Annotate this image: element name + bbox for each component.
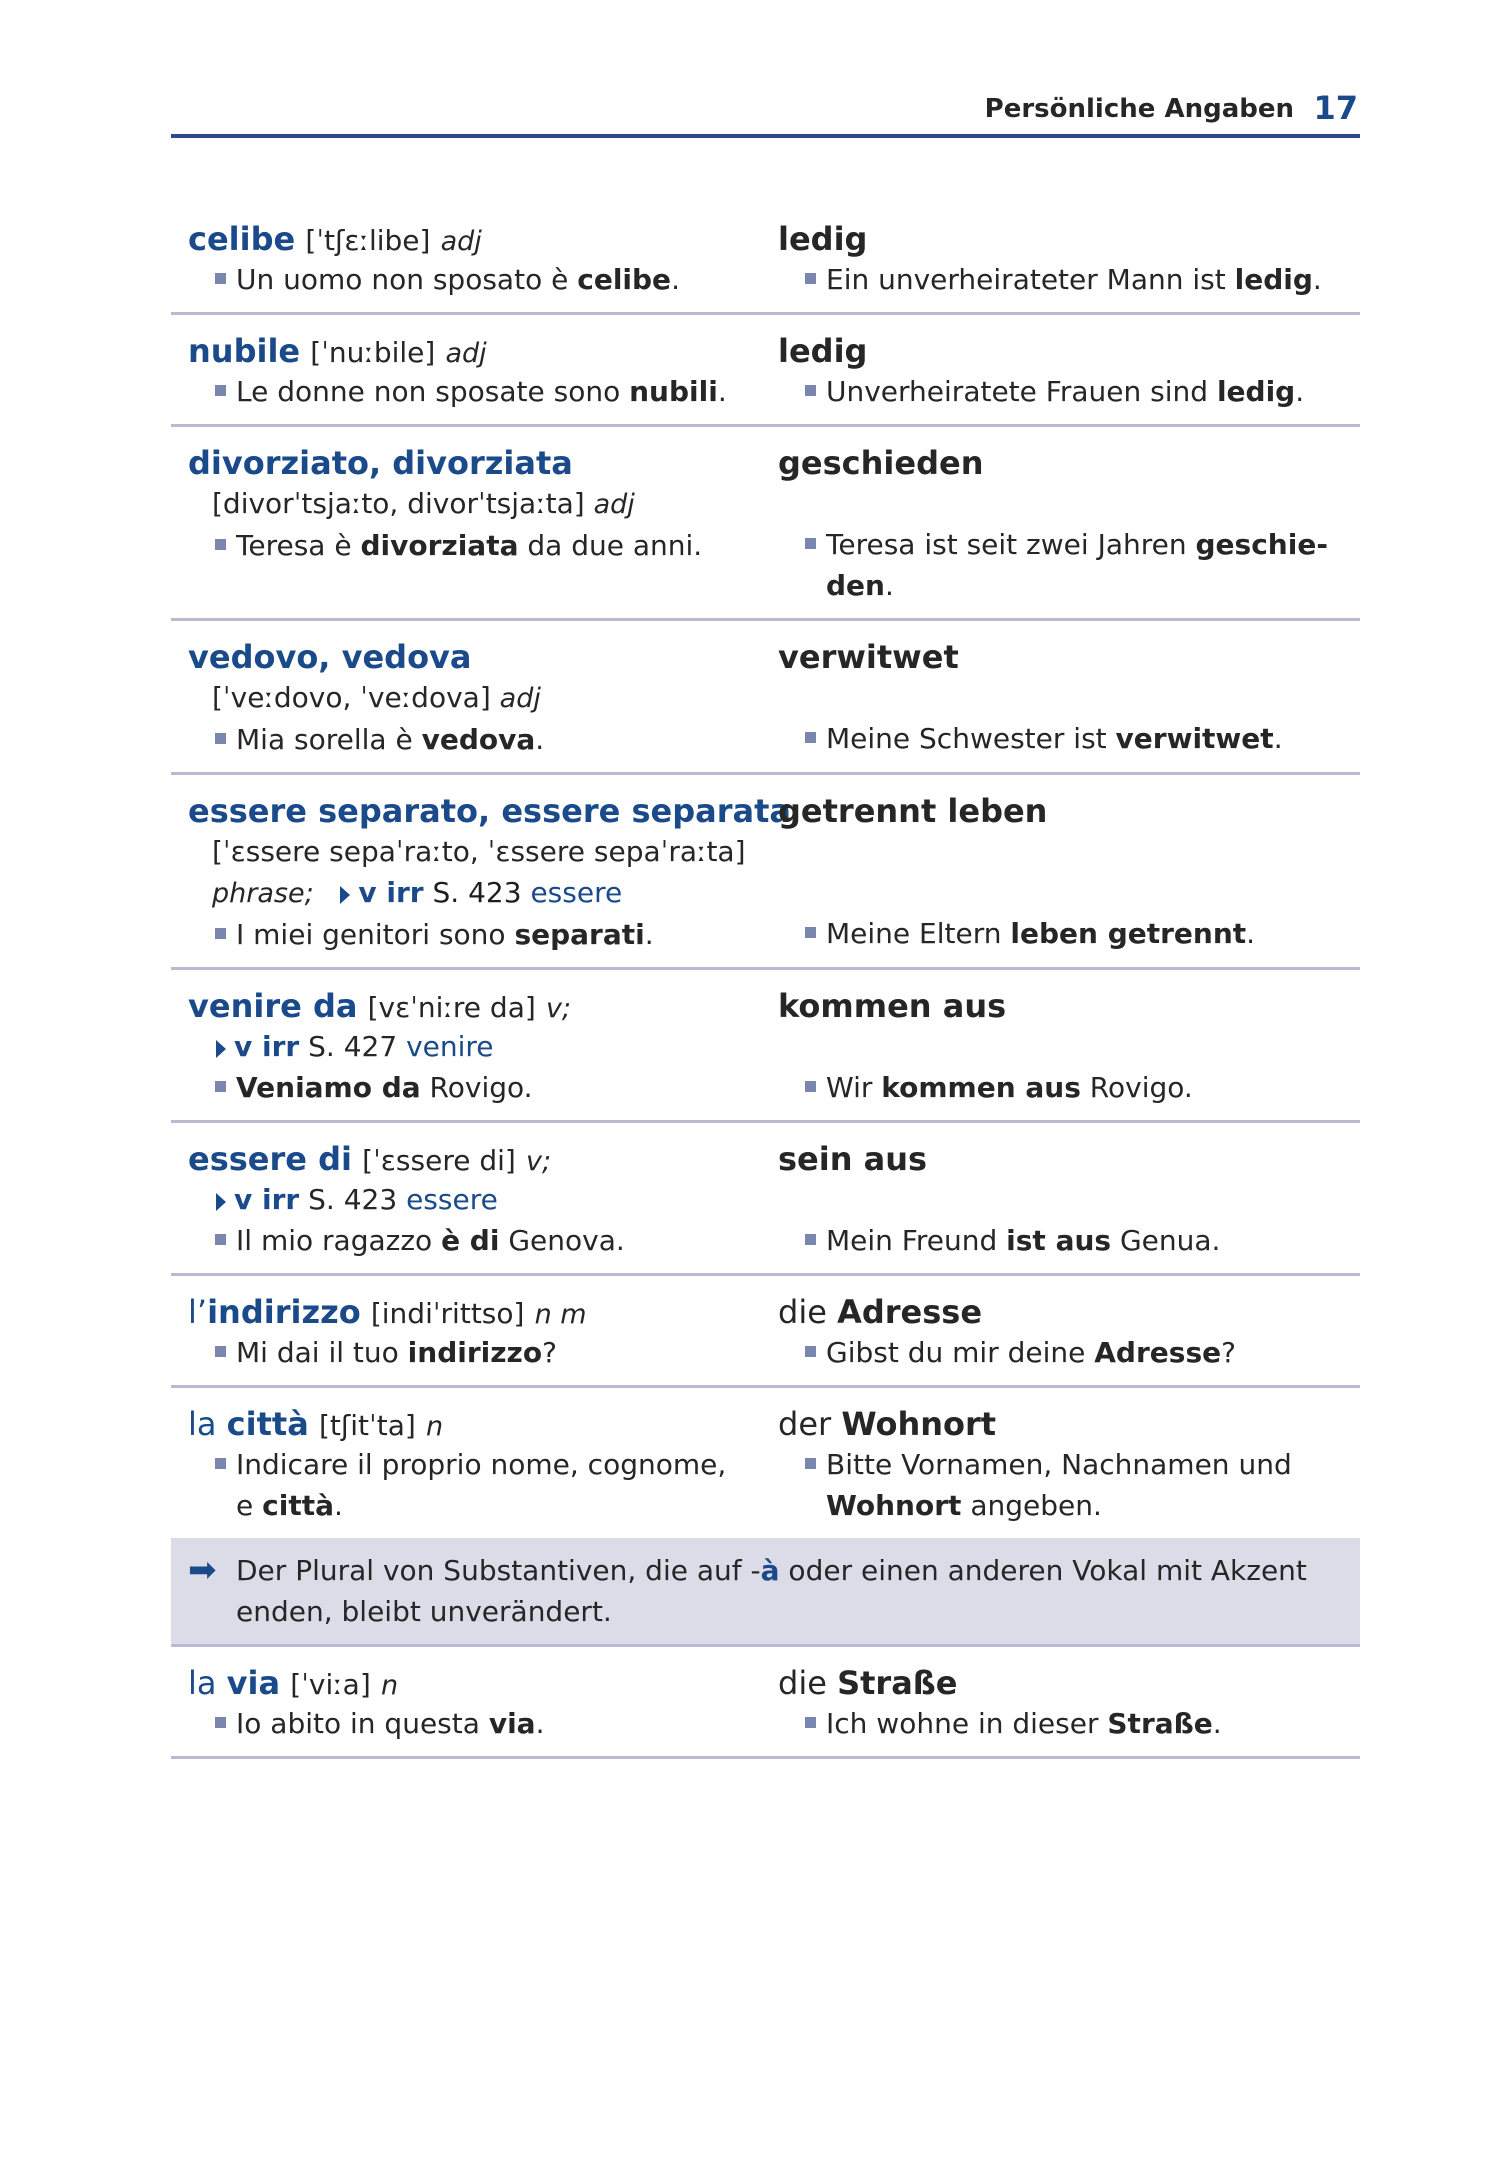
- italian-headword-line: [188, 1139, 778, 1179]
- example-text-end: ?: [1221, 1336, 1236, 1369]
- example-text: Meine Schwester ist: [826, 722, 1116, 755]
- italian-headword: vedovo, vedova: [188, 638, 472, 676]
- part-of-speech: adj: [593, 489, 635, 520]
- german-column: [778, 1663, 1360, 1744]
- page-reference: S. 423: [308, 1183, 398, 1216]
- triangle-right-icon: [340, 886, 350, 904]
- italian-example: [188, 525, 778, 566]
- irregular-verb-marker: v irr: [358, 876, 424, 909]
- german-headword: geschieden: [778, 444, 984, 482]
- square-bullet-icon: [805, 385, 816, 396]
- german-column: [778, 791, 1360, 955]
- german-headword: Adresse: [837, 1293, 983, 1331]
- example-text-end: da due anni.: [518, 529, 703, 562]
- example-text-end: angeben.: [961, 1489, 1102, 1522]
- italian-headword-line: [188, 1404, 778, 1444]
- german-headword: ledig: [778, 332, 868, 370]
- page-reference: S. 423: [432, 876, 522, 909]
- german-example: [778, 718, 1360, 759]
- example-text-end: .: [334, 1489, 343, 1522]
- example-highlight: celibe: [577, 263, 672, 296]
- german-headword-line: [778, 1404, 1360, 1444]
- italian-headword: celibe: [188, 220, 296, 258]
- vocab-entry-via: [171, 1659, 1360, 1759]
- example-text-end: Genua.: [1111, 1224, 1221, 1257]
- square-bullet-icon: [805, 1234, 816, 1245]
- spacer: [778, 872, 1360, 913]
- page-reference: S. 427: [308, 1030, 398, 1063]
- italian-example: [188, 719, 778, 760]
- german-example: [778, 1703, 1360, 1744]
- part-of-speech: phrase;: [212, 878, 314, 909]
- german-headword-line: [778, 1663, 1360, 1703]
- square-bullet-icon: [215, 1717, 226, 1728]
- italian-headword: divorziato, divorziata: [188, 444, 573, 482]
- italian-headword: nubile: [188, 332, 301, 370]
- section-title: Persönliche Angaben: [984, 94, 1294, 124]
- vocab-entry-indirizzo: [171, 1288, 1360, 1388]
- italian-column: [171, 219, 778, 300]
- example-text-end: .: [884, 569, 894, 602]
- german-column: [778, 1139, 1360, 1261]
- vocab-entry-essere-di: [171, 1135, 1360, 1276]
- german-headword-line: [778, 986, 1360, 1026]
- german-headword: Straße: [837, 1664, 958, 1702]
- example-text: Un uomo non sposato è: [236, 263, 578, 296]
- irregular-verb-marker: v irr: [234, 1183, 300, 1216]
- german-column: [778, 986, 1360, 1108]
- example-text: Mia sorella è: [236, 723, 422, 756]
- italian-headword: indirizzo: [207, 1293, 361, 1331]
- example-text: Wir: [826, 1071, 882, 1104]
- cross-reference-line: [188, 1026, 778, 1067]
- example-text-end: .: [717, 375, 727, 408]
- german-headword-line: [778, 331, 1360, 371]
- italian-example: [188, 1444, 778, 1526]
- german-column: [778, 331, 1360, 412]
- german-headword: ledig: [778, 220, 868, 258]
- pronunciation: [ˈnuːbile]: [310, 336, 436, 369]
- italian-article: la: [188, 1405, 227, 1443]
- german-headword: Wohnort: [841, 1405, 997, 1443]
- example-text: Le donne non sposate sono: [236, 375, 630, 408]
- square-bullet-icon: [805, 1717, 816, 1728]
- example-text: Io abito in questa: [236, 1707, 489, 1740]
- example-highlight: ledig: [1216, 375, 1296, 408]
- spacer: [778, 483, 1360, 524]
- square-bullet-icon: [805, 273, 816, 284]
- italian-column: [171, 1404, 778, 1526]
- italian-column: [171, 1139, 778, 1261]
- example-text: Il mio ragazzo: [236, 1224, 442, 1257]
- note-text-end: oder einen anderen Vokal mit Akzent enden, bleibt unverändert.: [236, 1554, 1307, 1628]
- vocab-entry-celibe: [171, 215, 1360, 315]
- example-highlight: vedova: [421, 723, 536, 756]
- italian-column: [171, 1292, 778, 1373]
- part-of-speech: n: [425, 1411, 444, 1442]
- italian-example: [188, 1067, 778, 1108]
- square-bullet-icon: [215, 273, 226, 284]
- italian-headword: essere di: [188, 1140, 352, 1178]
- cross-reference-line: [188, 872, 778, 914]
- italian-column: [171, 331, 778, 412]
- pronunciation: [vɛˈniːre da]: [367, 991, 536, 1024]
- german-example: [778, 1332, 1360, 1373]
- example-highlight: divorziata: [360, 529, 519, 562]
- pronunciation: [ˈɛssere sepaˈraːto, ˈɛssere sepaˈraːta]: [212, 835, 746, 868]
- german-example: [778, 259, 1360, 300]
- german-headword: sein aus: [778, 1140, 928, 1178]
- german-article: der: [778, 1405, 842, 1443]
- vocab-entry-nubile: [171, 327, 1360, 427]
- example-text: Teresa è: [236, 529, 361, 562]
- example-text: Gibst du mir deine: [826, 1336, 1095, 1369]
- german-headword-line: [778, 219, 1360, 259]
- example-highlight: è di: [441, 1224, 500, 1257]
- german-headword: getrennt leben: [778, 792, 1048, 830]
- german-headword-line: [778, 1292, 1360, 1332]
- pronunciation: [indiˈrittso]: [370, 1297, 525, 1330]
- german-headword: verwitwet: [778, 638, 959, 676]
- german-headword-line: [778, 1139, 1360, 1179]
- pronunciation: [ˈtʃɛːlibe]: [305, 224, 431, 257]
- irregular-verb-marker: v irr: [234, 1030, 300, 1063]
- italian-headword-line: [188, 1292, 778, 1332]
- german-headword-line: [778, 637, 1360, 677]
- vocab-entry-essere-separato: [171, 787, 1360, 970]
- italian-example: [188, 1220, 778, 1261]
- german-example: [778, 913, 1360, 954]
- note-text: Der Plural von Substantiven, die auf -: [236, 1554, 761, 1587]
- example-text-end: .: [1246, 917, 1256, 950]
- example-text-end: .: [535, 723, 545, 756]
- square-bullet-icon: [805, 732, 816, 743]
- german-article: die: [778, 1664, 838, 1702]
- spacer: [778, 1179, 1360, 1220]
- italian-headword-line: [188, 637, 778, 677]
- italian-article: la: [188, 1664, 227, 1702]
- german-headword-line: [778, 443, 1360, 483]
- spacer: [778, 1026, 1360, 1067]
- example-highlight: indirizzo: [407, 1336, 543, 1369]
- triangle-right-icon: [216, 1193, 226, 1211]
- example-text: Mein Freund: [826, 1224, 1007, 1257]
- part-of-speech: v;: [545, 993, 572, 1024]
- italian-headword-line: [188, 219, 778, 259]
- german-headword-line: [778, 791, 1360, 831]
- german-column: [778, 637, 1360, 760]
- square-bullet-icon: [805, 1346, 816, 1357]
- italian-column: [171, 791, 791, 955]
- vocab-entry-venire-da: [171, 982, 1360, 1123]
- example-text-end: Rovigo.: [1080, 1071, 1193, 1104]
- italian-example: [188, 1332, 778, 1373]
- page-number: 17: [1313, 89, 1358, 127]
- note-highlight: à: [760, 1554, 780, 1587]
- italian-headword-line: [188, 443, 778, 483]
- example-text-end: Genova.: [499, 1224, 625, 1257]
- pronunciation: [divorˈtsjaːto, divorˈtsjaːta]: [212, 487, 585, 520]
- square-bullet-icon: [215, 1346, 226, 1357]
- example-highlight: Straße: [1107, 1707, 1213, 1740]
- italian-headword: venire da: [188, 987, 358, 1025]
- square-bullet-icon: [215, 733, 226, 744]
- example-text-end: .: [671, 263, 680, 296]
- italian-column: [171, 1663, 778, 1744]
- pronunciation: [ˈveːdovo, ˈveːdova]: [212, 681, 491, 714]
- spacer: [778, 677, 1360, 718]
- example-text-end: .: [1273, 722, 1283, 755]
- italian-headword: essere separato, essere separata: [188, 792, 791, 830]
- example-highlight: kommen aus: [881, 1071, 1081, 1104]
- pronunciation: [ˈviːa]: [290, 1668, 371, 1701]
- part-of-speech: adj: [499, 683, 541, 714]
- part-of-speech: n m: [534, 1299, 587, 1330]
- square-bullet-icon: [805, 927, 816, 938]
- example-text-end: Rovigo.: [420, 1071, 533, 1104]
- cross-reference-line: [188, 1179, 778, 1220]
- italian-headword: via: [226, 1664, 281, 1702]
- italian-article: l’: [188, 1293, 208, 1331]
- vocab-entry-citta: [171, 1400, 1360, 1541]
- german-example: [778, 1444, 1360, 1526]
- italian-headword-line: [188, 331, 778, 371]
- example-text-end: .: [1312, 263, 1322, 296]
- italian-example: [188, 371, 778, 412]
- vocab-entry-divorziato: [171, 439, 1360, 621]
- example-text: Bitte Vornamen, Nachnamen und: [826, 1448, 1292, 1481]
- example-text-continued: e: [236, 1489, 263, 1522]
- german-article: die: [778, 1293, 838, 1331]
- example-text: Teresa ist seit zwei Jahren: [826, 528, 1196, 561]
- square-bullet-icon: [215, 539, 226, 550]
- example-highlight: Veniamo da: [236, 1071, 421, 1104]
- example-text: I miei genitori sono: [236, 918, 515, 951]
- example-highlight: geschie-: [1195, 528, 1328, 561]
- example-highlight: Adresse: [1094, 1336, 1222, 1369]
- italian-headword: città: [226, 1405, 309, 1443]
- example-text: Unverheiratete Frauen sind: [826, 375, 1217, 408]
- german-column: [778, 219, 1360, 300]
- german-example: [778, 524, 1360, 606]
- example-highlight: via: [488, 1707, 536, 1740]
- pronunciation-line: [188, 483, 778, 525]
- vocab-entry-vedovo: [171, 633, 1360, 775]
- square-bullet-icon: [215, 385, 226, 396]
- example-text: Ein unverheirateter Mann ist: [826, 263, 1235, 296]
- example-text-end: .: [1212, 1707, 1222, 1740]
- italian-headword-line: [188, 986, 778, 1026]
- german-example: [778, 1067, 1360, 1108]
- example-text-end: .: [1295, 375, 1305, 408]
- cross-reference-link[interactable]: essere: [406, 1183, 498, 1216]
- part-of-speech: adj: [440, 226, 482, 257]
- square-bullet-icon: [215, 1458, 226, 1469]
- german-example: [778, 1220, 1360, 1261]
- square-bullet-icon: [215, 928, 226, 939]
- italian-example: [188, 1703, 778, 1744]
- example-highlight: città: [262, 1489, 334, 1522]
- example-text: Meine Eltern: [826, 917, 1011, 950]
- example-text-end: .: [535, 1707, 545, 1740]
- pronunciation-line: [188, 677, 778, 719]
- example-text: Indicare il proprio nome, cognome,: [236, 1448, 727, 1481]
- example-highlight: ist aus: [1006, 1224, 1112, 1257]
- italian-column: [171, 443, 778, 606]
- german-column: [778, 443, 1360, 606]
- triangle-right-icon: [216, 1040, 226, 1058]
- example-text-end: ?: [542, 1336, 557, 1369]
- italian-column: [171, 986, 778, 1108]
- grammar-note: [171, 1538, 1360, 1647]
- example-highlight: Wohnort: [826, 1489, 962, 1522]
- german-headword: kommen aus: [778, 987, 1007, 1025]
- arrow-right-icon: ➡: [188, 1550, 217, 1590]
- cross-reference-link[interactable]: essere: [530, 876, 623, 909]
- square-bullet-icon: [805, 538, 816, 549]
- part-of-speech: v;: [526, 1146, 552, 1177]
- square-bullet-icon: [805, 1081, 816, 1092]
- pronunciation: [tʃitˈta]: [318, 1409, 416, 1442]
- german-example: [778, 371, 1360, 412]
- example-highlight: nubili: [629, 375, 718, 408]
- pronunciation-line: [188, 831, 778, 872]
- square-bullet-icon: [215, 1081, 226, 1092]
- italian-column: [171, 637, 778, 760]
- italian-headword-line: [188, 1663, 778, 1703]
- german-column: [778, 1404, 1360, 1526]
- example-highlight: verwitwet: [1115, 722, 1274, 755]
- square-bullet-icon: [805, 1458, 816, 1469]
- italian-example: [188, 259, 778, 300]
- vocabulary-list: [171, 215, 1360, 1771]
- example-highlight: ledig: [1234, 263, 1313, 296]
- example-highlight: leben getrennt: [1010, 917, 1247, 950]
- part-of-speech: n: [380, 1670, 399, 1701]
- italian-headword-line: [188, 791, 791, 831]
- square-bullet-icon: [215, 1234, 226, 1245]
- part-of-speech: adj: [445, 338, 487, 369]
- spacer: [778, 831, 1360, 872]
- cross-reference-link[interactable]: venire: [406, 1030, 494, 1063]
- example-highlight: separati: [514, 918, 645, 951]
- example-highlight-continued: den: [826, 569, 885, 602]
- example-text: Mi dai il tuo: [236, 1336, 408, 1369]
- italian-example: [188, 914, 778, 955]
- example-text: Ich wohne in dieser: [826, 1707, 1108, 1740]
- page-header: [171, 86, 1360, 138]
- german-column: [778, 1292, 1360, 1373]
- pronunciation: [ˈɛssere di]: [362, 1144, 516, 1177]
- example-text-end: .: [644, 918, 654, 951]
